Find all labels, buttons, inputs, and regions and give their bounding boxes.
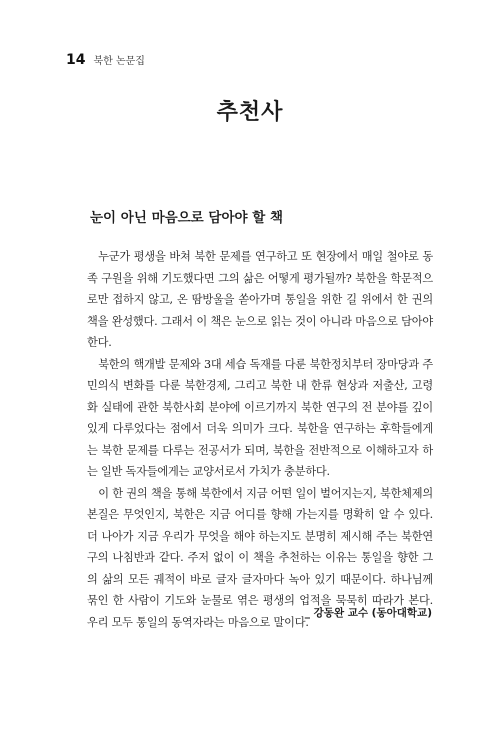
page-number: 14: [66, 52, 86, 68]
body-text: [87, 246, 433, 633]
running-head: 북한 논문집: [93, 56, 145, 67]
page-title: 추천사: [216, 100, 284, 125]
author-signature: _ 강동완 교수 (동아대학교): [304, 607, 432, 619]
page-header: [66, 52, 145, 68]
section-subtitle: 눈이 아닌 마음으로 담아야 할 책: [90, 210, 284, 226]
paragraph: 누군가 평생을 바쳐 북한 문제를 연구하고 또 현장에서 매일 철야로 동족 구원을 위해 기도했다면 그의 삶은 어떻게 평가될까? 북한을 학문적으로만 접하지 않고, 온 땀방울을 쏟아가며 통일을 위한 길 위에서 한 권의 책을 완성했다. 그래서 이 책은 눈으로 읽는 것이 아니라 마음으로 담아야 한다.: [87, 250, 433, 349]
paragraph: 이 한 권의 책을 통해 북한에서 지금 어떤 일이 벌어지는지, 북한체제의 본질은 무엇인지, 북한은 지금 어디를 향해 가는지를 명확히 알 수 있다. 더 나아가 지금 우리가 무엇을 해야 하는지도 분명히 제시해 주는 북한연구의 나침반과 같다. 주저 없이 이 책을 추천하는 이유는 통일을 향한 그의 삶의 모든 궤적이 바로 글자 글자마다 녹아 있기 때문이다. 하나님께 묶인 한 사람이 기도와 눈물로 엮은 평생의 업적을 묵묵히 따라가 본다. 우리 모두 통일의 동역자라는 마음으로 말이다.: [87, 486, 433, 629]
paragraph: 북한의 핵개발 문제와 3대 세습 독재를 다룬 북한정치부터 장마당과 주민의식 변화를 다룬 북한경제, 그리고 북한 내 한류 현상과 저출산, 고령화 실태에 관한 북한사회 분야에 이르기까지 북한 연구의 전 분야를 깊이 있게 다루었다는 점에서 더욱 의미가 크다. 북한을 연구하는 후학들에게는 북한 문제를 다루는 전공서가 되며, 북한을 전반적으로 이해하고자 하는 일반 독자들에게는 교양서로서 가치가 충분하다.: [87, 357, 433, 478]
